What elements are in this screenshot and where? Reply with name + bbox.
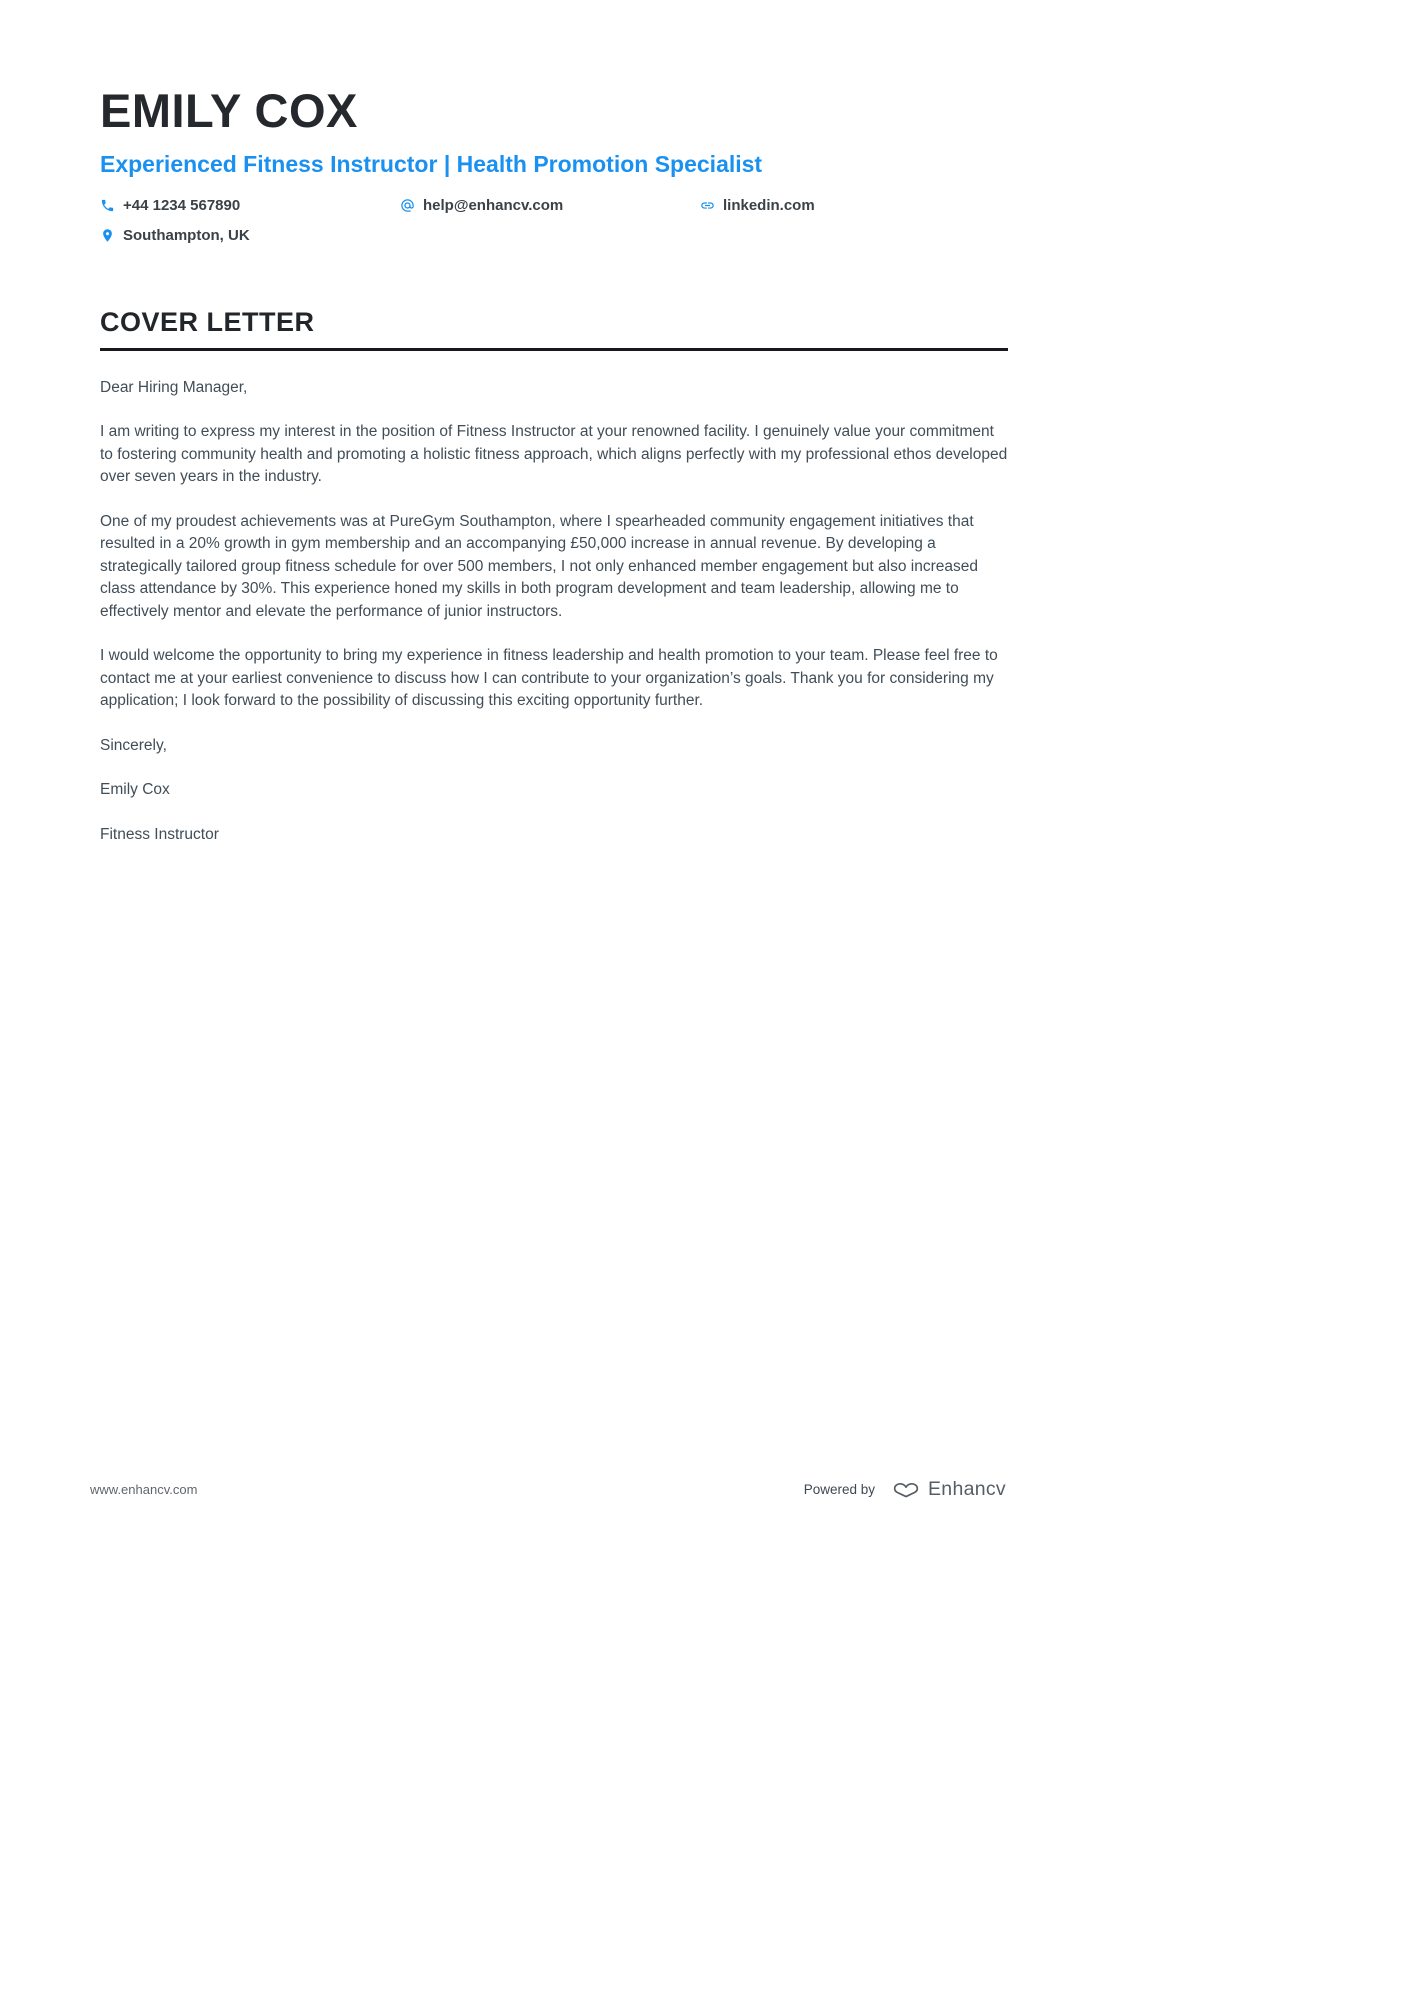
- contact-email-label: help@enhancv.com: [423, 197, 564, 215]
- letter-paragraph-1: I am writing to express my interest in the position of Fitness Instructor at your renowned facility. I genuinely value your commitment to fostering community health and promoting a holistic fitness approach, which aligns perfectly with my professional ethos developed over seven years in the industry.: [100, 423, 1008, 486]
- contact-row-location: [100, 227, 1008, 244]
- location-icon: [100, 228, 115, 243]
- signature-title: Fitness Instructor: [100, 825, 219, 843]
- link-icon: [700, 198, 715, 213]
- powered-by-label: Powered by: [803, 1482, 875, 1497]
- enhancv-logo[interactable]: [891, 1478, 1006, 1501]
- phone-icon: [100, 198, 115, 213]
- section-heading: COVER LETTER: [100, 306, 1008, 350]
- contact-row: [100, 197, 1008, 214]
- email-icon: [400, 198, 415, 213]
- letter-paragraph-3: I would welcome the opportunity to bring my experience in fitness leadership and health promotion to your team. Please feel free to contact me at your earliest convenience to discuss how I can contribute to your organization’s goals. Thank you for considering my application; I look forward to the possibility of discussing this exciting opportunity further.: [100, 647, 998, 710]
- contact-linkedin-label: linkedin.com: [723, 197, 815, 215]
- closing: Sincerely,: [100, 736, 167, 754]
- powered-by: [804, 1478, 1006, 1501]
- enhancv-brand-name: Enhancv: [928, 1478, 1006, 1500]
- candidate-name: EMILY COX: [100, 84, 358, 137]
- contact-phone: [100, 197, 400, 214]
- enhancv-logo-icon: [891, 1481, 921, 1499]
- cover-letter-section: [100, 306, 1008, 846]
- contact-location: [100, 227, 1008, 244]
- document-content: [100, 85, 1008, 846]
- salutation: Dear Hiring Manager,: [100, 378, 248, 396]
- contact-email[interactable]: [400, 197, 700, 214]
- signature-name: Emily Cox: [100, 781, 170, 799]
- website-link[interactable]: www.enhancv.com: [90, 1482, 198, 1497]
- contact-location-label: Southampton, UK: [123, 227, 250, 245]
- document-footer: [90, 1478, 1006, 1501]
- document-header: [100, 85, 1008, 244]
- contact-linkedin[interactable]: [700, 197, 1008, 214]
- candidate-title: Experienced Fitness Instructor | Health Promotion Specialist: [100, 150, 763, 177]
- letter-paragraph-2: One of my proudest achievements was at PureGym Southampton, where I spearheaded community engagement initiatives that resulted in a 20% growth in gym membership and an accompanying £50,000 increase in annual revenue. By developing a strategically tailored group fitness schedule for over 500 members, I not only enhanced member engagement but also increased class attendance by 30%. This experience honed my skills in both program development and team leadership, allowing me to effectively mentor and elevate the performance of junior instructors.: [100, 512, 978, 620]
- contact-phone-label: +44 1234 567890: [123, 197, 241, 215]
